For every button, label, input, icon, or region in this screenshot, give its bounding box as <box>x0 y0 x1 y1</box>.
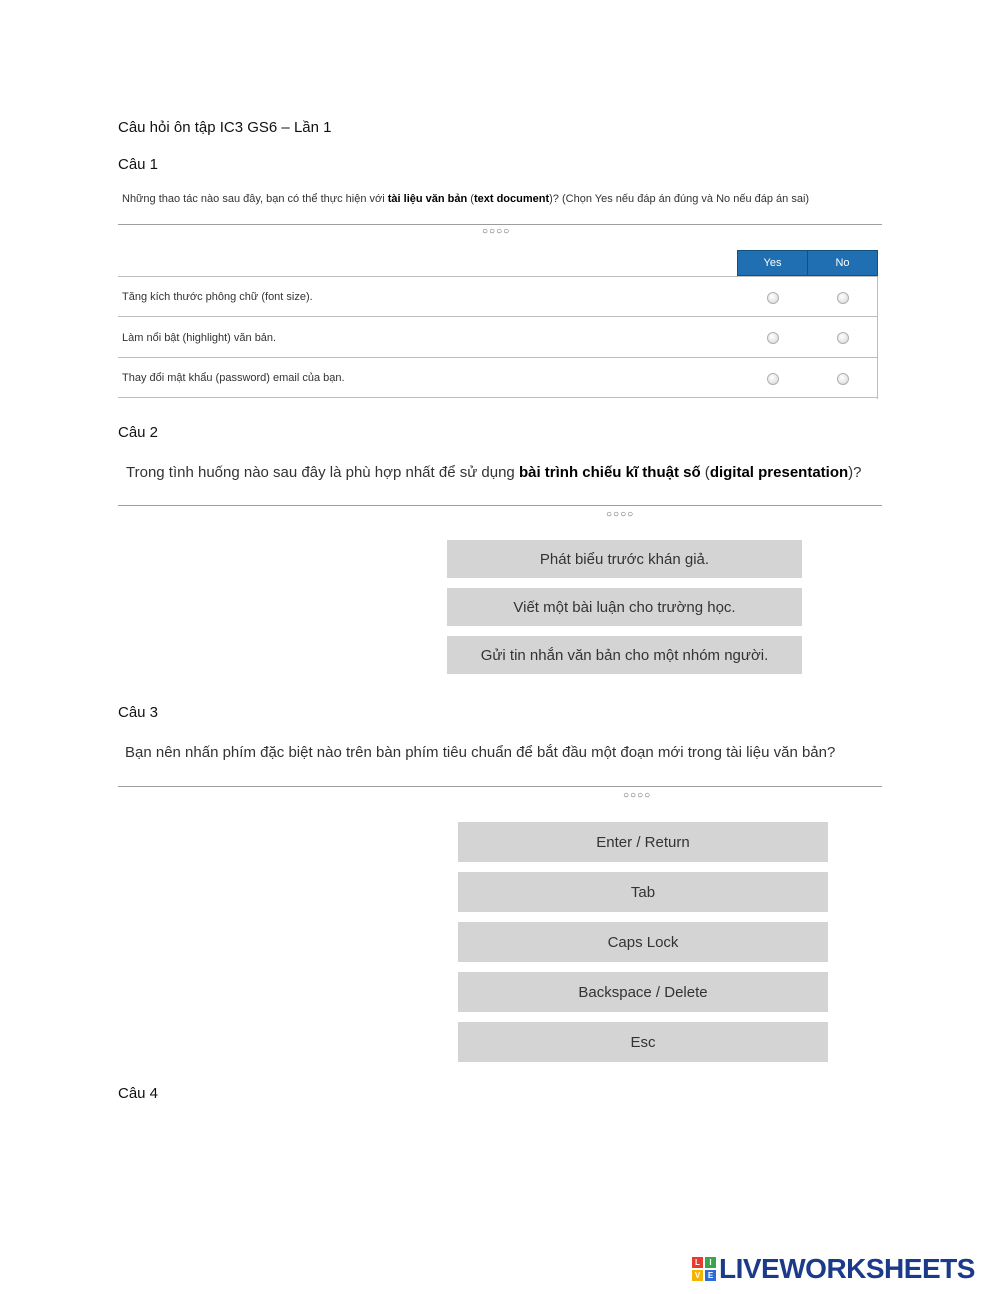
row-label: Làm nổi bật (highlight) văn bản. <box>122 332 277 344</box>
prompt-text: ( <box>700 464 710 481</box>
table-row <box>118 318 878 358</box>
question-1-divider <box>118 224 882 225</box>
radio-no[interactable] <box>837 332 849 344</box>
answer-option[interactable]: Enter / Return <box>458 822 828 862</box>
row-label: Tăng kích thước phông chữ (font size). <box>122 291 313 303</box>
logo-letter: L <box>692 1257 703 1268</box>
question-2-divider <box>118 505 882 506</box>
prompt-text: ( <box>467 193 474 205</box>
question-4-heading: Câu 4 <box>118 1085 159 1102</box>
answer-option[interactable]: Esc <box>458 1022 828 1062</box>
table-row <box>118 277 878 317</box>
pagination-dots: ○○○○ <box>482 226 511 237</box>
table-row <box>118 358 878 398</box>
radio-yes[interactable] <box>767 373 779 385</box>
column-header-yes: Yes <box>737 250 808 276</box>
answer-option[interactable]: Gửi tin nhắn văn bản cho một nhóm người. <box>447 636 802 674</box>
question-1-prompt <box>122 193 809 205</box>
column-header-no: No <box>807 250 878 276</box>
question-3-heading: Câu 3 <box>118 704 159 721</box>
row-label: Thay đổi mật khẩu (password) email của bạn. <box>122 372 345 384</box>
prompt-bold-term: bài trình chiếu kĩ thuật số <box>518 464 701 481</box>
pagination-dots: ○○○○ <box>606 509 635 520</box>
table-right-border <box>877 277 878 399</box>
prompt-text: )? (Chọn Yes nếu đáp án đúng và No nếu đáp án sai) <box>549 193 810 205</box>
radio-yes[interactable] <box>767 292 779 304</box>
radio-no[interactable] <box>837 373 849 385</box>
radio-yes[interactable] <box>767 332 779 344</box>
logo-letter: I <box>705 1257 716 1268</box>
prompt-text: Trong tình huống nào sau đây là phù hợp nhất để sử dụng <box>126 464 519 481</box>
question-3-prompt: Bạn nên nhấn phím đặc biệt nào trên bàn phím tiêu chuẩn để bắt đầu một đoạn mới trong tài liệu văn bản? <box>125 744 836 761</box>
liveworksheets-logo <box>692 1255 975 1283</box>
logo-letter: E <box>705 1270 716 1281</box>
answer-option[interactable]: Phát biểu trước khán giả. <box>447 540 802 578</box>
question-2-heading: Câu 2 <box>118 424 159 441</box>
prompt-bold-term: tài liệu văn bản <box>387 193 468 205</box>
prompt-text: Những thao tác nào sau đây, bạn có thể thực hiện với <box>122 193 388 205</box>
answer-option[interactable]: Tab <box>458 872 828 912</box>
pagination-dots: ○○○○ <box>623 790 652 801</box>
answer-option[interactable]: Caps Lock <box>458 922 828 962</box>
prompt-bold-term: text document <box>473 193 550 205</box>
document-title: Câu hỏi ôn tập IC3 GS6 – Lần 1 <box>118 119 332 136</box>
radio-no[interactable] <box>837 292 849 304</box>
answer-option[interactable]: Viết một bài luận cho trường học. <box>447 588 802 626</box>
question-3-divider <box>118 786 882 787</box>
logo-icon <box>692 1257 716 1281</box>
question-1-heading: Câu 1 <box>118 156 159 173</box>
answer-option[interactable]: Backspace / Delete <box>458 972 828 1012</box>
logo-text: LIVEWORKSHEETS <box>719 1253 975 1284</box>
prompt-text: )? <box>848 464 862 481</box>
question-2-prompt <box>126 464 862 481</box>
prompt-bold-term: digital presentation <box>709 464 849 481</box>
logo-letter: V <box>692 1270 703 1281</box>
